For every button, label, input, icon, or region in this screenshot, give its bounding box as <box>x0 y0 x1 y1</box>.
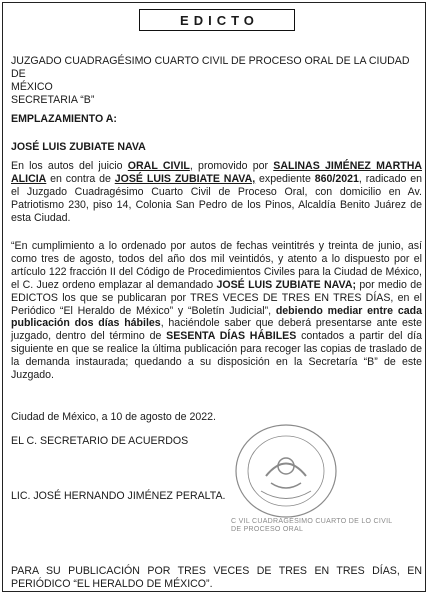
term-days: SESENTA DÍAS HÁBILES <box>166 330 297 343</box>
trial-type: ORAL CIVIL <box>127 160 190 172</box>
secretary-name: LIC. JOSÉ HERNANDO JIMÉNEZ PERALTA. <box>11 490 226 502</box>
document-title: EDICTO <box>180 12 259 28</box>
stamp-line-1: C VIL CUADRAGÉSIMO CUARTO DE LO CIVIL <box>231 518 393 525</box>
para2-text: , haciéndole saber que deberá presentarse ante este juzgado, dentro del término de <box>11 317 422 343</box>
plaintiff-name: SALINAS JIMÉNEZ MARTHA ALICIA <box>11 160 423 185</box>
court-header <box>11 55 422 107</box>
defendant-heading: JOSÉ LUIS ZUBIATE NAVA <box>11 141 146 153</box>
paragraph-1 <box>11 160 422 225</box>
para1-text: , promovido por <box>189 160 274 172</box>
para2-text: contados a partir del día siguiente en que se realice la última publicación para recoger las copias de traslado de la demanda instaurada; quedando a su disposición en la Secretaría “B” de este Juzgado. <box>11 330 422 382</box>
court-seal <box>231 421 341 521</box>
defendant-name: JOSÉ LUIS ZUBIATE NAVA, <box>114 172 256 185</box>
court-line-3: SECRETARIA “B” <box>11 93 95 106</box>
paragraph-2 <box>11 240 422 382</box>
publication-interval: debiendo mediar entre cada publicación dos días hábiles <box>11 304 422 330</box>
footer-note: PARA SU PUBLICACIÓN POR TRES VECES DE TRES EN TRES DÍAS, EN PERIÓDICO “EL HERALDO DE MÉXICO”. <box>11 565 422 590</box>
para1-text: , radicado en el Juzgado Cuadragésimo Cuarto Civil de Proceso Oral, con domicilio en Av. Patriotismo 230, piso 14, Colonia San Pedro de los Pinos, Alcaldía Benito Juárez de esta Ciudad. <box>11 172 422 224</box>
para1-text: En los autos del juicio <box>11 160 128 172</box>
para1-text: en contra de <box>46 172 115 185</box>
emplazamiento-heading: EMPLAZAMIENTO A: <box>11 113 117 125</box>
title-box <box>139 9 295 31</box>
court-line-2: MÉXICO <box>11 80 53 93</box>
para1-text: expediente <box>255 172 315 185</box>
para2-text: “En cumplimiento a lo ordenado por autos de fechas veintitrés y treinta de junio, así como tres de agosto, todos del año dos mil veintidós, y atento a lo dispuesto por el artículo 122 fracción II del Código de Procedimientos Civiles para la Ciudad de México, el C. Juez ordeno emplazar al demandado <box>11 240 422 291</box>
stamp-line-2: DE PROCESO ORAL <box>231 526 304 533</box>
secretary-title: EL C. SECRETARIO DE ACUERDOS <box>11 435 189 447</box>
seal-stamp-text <box>231 518 393 534</box>
defendant-name-2: JOSÉ LUIS ZUBIATE NAVA; <box>216 278 356 291</box>
case-number: 860/2021 <box>314 172 359 185</box>
document-frame <box>2 2 426 592</box>
court-line-1: JUZGADO CUADRAGÉSIMO CUARTO CIVIL DE PROCESO ORAL DE LA CIUDAD DE <box>11 55 410 80</box>
date-line: Ciudad de México, a 10 de agosto de 2022. <box>11 411 216 423</box>
para2-text: por medio de EDICTOS los que se publicaran por TRES VECES DE TRES EN TRES DÍAS, en el Periódico “El Heraldo de México” y “Boletín Judicial”, <box>11 278 423 317</box>
